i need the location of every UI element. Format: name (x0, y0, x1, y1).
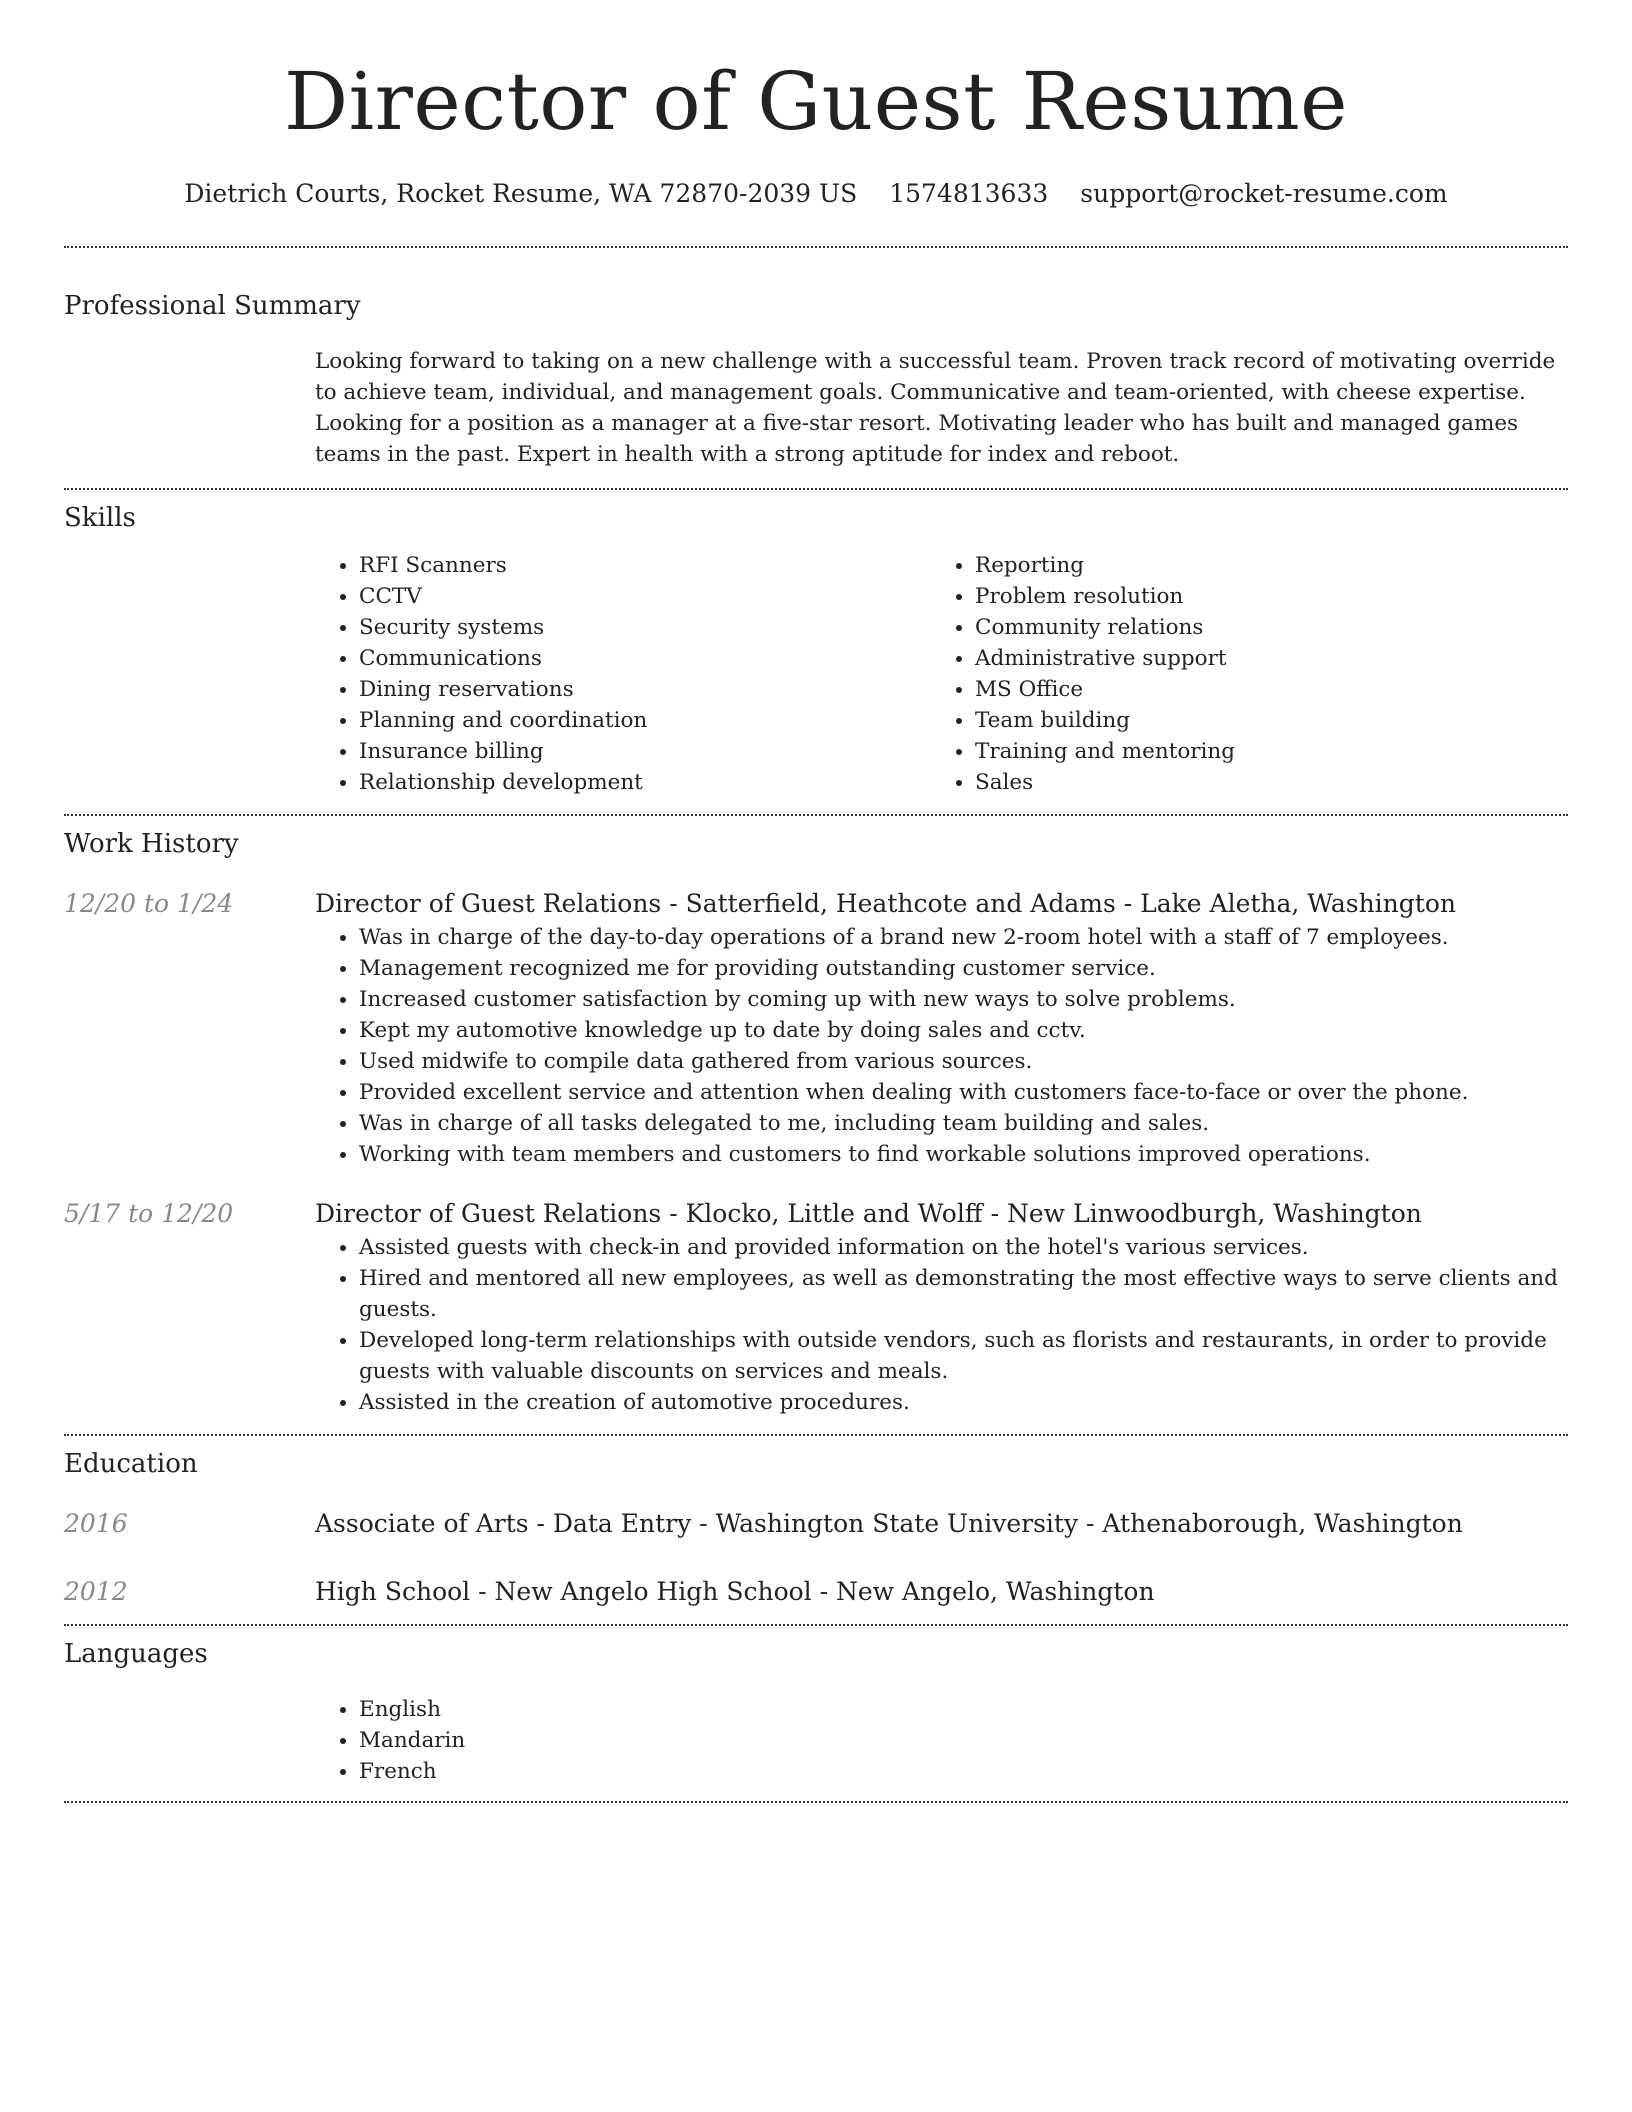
skill-item: • Planning and coordination (359, 705, 931, 736)
education-heading: Education (64, 1449, 198, 1479)
job-duty: • Kept my automotive knowledge up to date by doing sales and cctv. (359, 1015, 1568, 1046)
job-duty: • Hired and mentored all new employees, as well as demonstrating the most effective ways to serve clients and guests. (359, 1263, 1568, 1325)
skills-list-left (315, 550, 931, 798)
job-entry (64, 1196, 1568, 1418)
job-dates: 12/20 to 1/24 (64, 889, 234, 918)
skill-item: • Community relations (975, 612, 1547, 643)
skill-item: • Dining reservations (359, 674, 931, 705)
education-heading-line (315, 1574, 1155, 1610)
skill-item: • Team building (975, 705, 1547, 736)
language-item: • English (359, 1694, 1568, 1725)
education-degree: Associate of Arts - Data Entry (315, 1509, 692, 1538)
contact-line (64, 176, 1568, 212)
divider (64, 488, 1568, 490)
job-body (315, 886, 1568, 1170)
skill-item: • CCTV (359, 581, 931, 612)
summary-section (64, 288, 1568, 488)
education-year: 2012 (64, 1577, 128, 1606)
contact-email: support@rocket-resume.com (1080, 179, 1448, 208)
job-duty: • Assisted in the creation of automotive procedures. (359, 1387, 1568, 1418)
skill-item: • Training and mentoring (975, 736, 1547, 767)
skills-list-right (931, 550, 1547, 798)
education-section (64, 1446, 1568, 1624)
skills-grid (315, 550, 1568, 814)
job-title: Director of Guest Relations (315, 889, 662, 918)
languages-heading: Languages (64, 1639, 208, 1669)
divider (64, 1434, 1568, 1436)
job-employer: - Satterfield, Heathcote and Adams - Lake Aletha, Washington (661, 889, 1456, 918)
languages-list (315, 1694, 1568, 1801)
job-duty: • Working with team members and customers to find workable solutions improved operations. (359, 1139, 1568, 1170)
job-dates: 5/17 to 12/20 (64, 1199, 234, 1228)
work-history-heading: Work History (64, 829, 239, 859)
skill-item: • Sales (975, 767, 1547, 798)
job-duty: • Assisted guests with check-in and provided information on the hotel's various services. (359, 1232, 1568, 1263)
summary-text: Looking forward to taking on a new challenge with a successful team. Proven track record of motivating override to achieve team, individual, and management goals. Communicative and team-oriented, with cheese expertise. Looking for a position as a manager at a five-star resort. Motivating leader who has built and managed games teams in the past. Expert in health with a strong aptitude for index and reboot. (315, 349, 1556, 467)
skill-item: • RFI Scanners (359, 550, 931, 581)
skill-item: • Administrative support (975, 643, 1547, 674)
job-duty: • Management recognized me for providing outstanding customer service. (359, 953, 1568, 984)
skill-item: • Problem resolution (975, 581, 1547, 612)
skill-item: • Relationship development (359, 767, 931, 798)
education-degree: High School (315, 1577, 471, 1606)
contact-phone: 1574813633 (889, 179, 1049, 208)
skill-item: • Communications (359, 643, 931, 674)
job-duty: • Used midwife to compile data gathered from various sources. (359, 1046, 1568, 1077)
education-entry (64, 1574, 1568, 1610)
skill-item: • Security systems (359, 612, 931, 643)
languages-section (64, 1636, 1568, 1801)
skill-item: • Reporting (975, 550, 1547, 581)
divider (64, 1624, 1568, 1626)
job-duty: • Was in charge of all tasks delegated to me, including team building and sales. (359, 1108, 1568, 1139)
skills-heading: Skills (64, 503, 136, 533)
job-duty: • Increased customer satisfaction by coming up with new ways to solve problems. (359, 984, 1568, 1015)
summary-heading: Professional Summary (64, 291, 361, 321)
divider (64, 814, 1568, 816)
job-body (315, 1196, 1568, 1418)
skills-section (64, 500, 1568, 814)
skill-item: • MS Office (975, 674, 1547, 705)
divider (64, 1801, 1568, 1803)
education-year: 2016 (64, 1509, 128, 1538)
education-entry (64, 1506, 1568, 1542)
job-entry (64, 886, 1568, 1170)
education-school: - Washington State University - Athenaborough, Washington (691, 1509, 1463, 1538)
job-duty: • Developed long-term relationships with outside vendors, such as florists and restaurants, in order to provide guests with valuable discounts on services and meals. (359, 1325, 1568, 1387)
contact-address: Dietrich Courts, Rocket Resume, WA 72870-2039 US (184, 179, 858, 208)
skill-item: • Insurance billing (359, 736, 931, 767)
job-duty: • Was in charge of the day-to-day operations of a brand new 2-room hotel with a staff of 7 employees. (359, 922, 1568, 953)
divider (64, 246, 1568, 248)
job-duties (315, 1232, 1568, 1418)
work-history-section (64, 826, 1568, 1434)
education-school: - New Angelo High School - New Angelo, Washington (470, 1577, 1155, 1606)
language-item: • French (359, 1756, 1568, 1787)
job-employer: - Klocko, Little and Wolff - New Linwoodburgh, Washington (661, 1199, 1422, 1228)
education-heading-line (315, 1506, 1463, 1542)
language-item: • Mandarin (359, 1725, 1568, 1756)
job-heading (315, 1196, 1568, 1232)
job-duties (315, 922, 1568, 1170)
job-title: Director of Guest Relations (315, 1199, 662, 1228)
job-heading (315, 886, 1568, 922)
resume-title: Director of Guest Resume (283, 55, 1349, 148)
job-duty: • Provided excellent service and attention when dealing with customers face-to-face or over the phone. (359, 1077, 1568, 1108)
